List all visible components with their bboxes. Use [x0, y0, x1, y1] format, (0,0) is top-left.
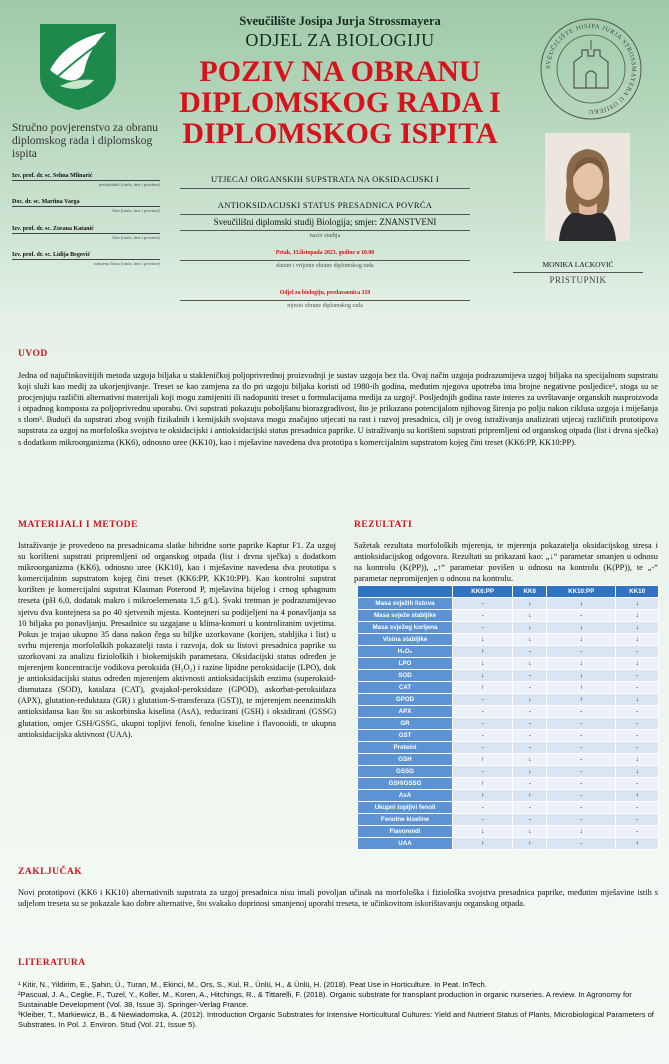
section-heading: ZAKLJUČAK — [18, 867, 83, 877]
row-label: Masa svježih listova — [358, 598, 453, 610]
table-cell: ↓ — [453, 658, 513, 670]
poster-title: POZIV NA OBRANU DIPLOMSKOG RADA I DIPLOMSKOG ISPITA — [179, 55, 501, 150]
row-label: GST — [358, 730, 453, 742]
table-cell: ↓ — [616, 598, 659, 610]
table-row — [358, 790, 659, 802]
table-cell: - — [616, 646, 659, 658]
section-heading: REZULTATI — [354, 520, 413, 530]
row-label: GR — [358, 718, 453, 730]
table-cell: - — [453, 622, 513, 634]
student-photo — [545, 133, 630, 241]
methods-text: Istraživanje je provedeno na presadnicama slatke hibridne sorte paprike Kaptur F1. Za uzgoj su korišteni supstrati pripremljeni od organskog otpada (list i drvna sječka) s dodatkom mikroorganizma (KK6), odnosno uree (KK10), kao i mješavine navedena dva prototipa s komercijalnim supstratom kojeg čini treset (KK6:PP, KK10:PP). Kao kontrolni supstrat korišten je komercijalni supstrat Klasman Poterond P, mješavina bijelog i crnog sphagnum treseta (pH 6,0, dodatak makro i mikroelemenata 1,5 g/L). Svaki tretman je podrazumijevao sjetvu dva kontejnera sa po 40 sjetvenih mjesta. Kontejneri su podijeljeni na 4 ponavljanja sa 10 biljaka po ponavljanju. Presadnice su uzgajane u klima-komori u kontroliranim uvjetima. Pokus je trajao ukupno 35 dana nakon čega su biljke uzorkovane (korijen, stabljika i list) u svrhu mjerenja morfoloških pokazatelji rasta i razvoja, dok su listovi presadnica paprike su uzorkovani za analizu fizioloških i biokemijskih parametara. Oksidacijski status određen je mjerenjem koncentracije vodikova peroksida (H₂O₂) i razine lipidne peroksidacije (LPO), dok je antioksidacijski status određen mjerenjem aktivnosti antioksidacijskih enzima (superoksid-dismutaza (SOD), katalaza (CAT), gvajakol-peroksidaze (GPOD), askorbat-peroksidaza (APX), glutation-reduktaza (GR) i glutation-S-transferaza (GST)), te mjerenjem neenzimskih antioksidansa kao što su askorbinska kiselina (AsA), reducirani (GSH) i oksidirani (GSSG) glutation, omjer GSH/GSSG, ukupni topljivi fenoli, fenolne kiseline i flavonoidi, te ukupna antioksidacijska aktivnost (UAA). — [18, 541, 336, 739]
thesis-title-line: ANTIOKSIDACIJSKI STATUS PRESADNICA POVRĆA — [180, 197, 470, 215]
row-label: APX — [358, 706, 453, 718]
table-cell: - — [616, 706, 659, 718]
row-label: Ukupni topljivi fenoli — [358, 802, 453, 814]
row-label: Masa svježe stabljike — [358, 610, 453, 622]
table-cell: ↓ — [616, 694, 659, 706]
table-cell: ↓ — [453, 634, 513, 646]
conclusion-text: Novi prototipovi (KK6 i KK10) alternativnih supstrata za uzgoj presadnica nisu imali povoljan učinak na morfološka i fiziološka svojstva presadnica paprike, međutim mješavine istih s udjelom treseta su se pokazale kao dobre alternative, što svakako doprinosi smanjenoj uporabi treseta, te učinkovitom iskorištavanju organskog otpada. — [18, 888, 658, 909]
thesis-title — [180, 171, 470, 223]
table-cell: ↑ — [513, 790, 547, 802]
table-cell: - — [513, 646, 547, 658]
section-heading: LITERATURA — [18, 958, 86, 968]
table-row — [358, 766, 659, 778]
table-cell: ↑ — [616, 838, 659, 850]
table-cell: ↑ — [453, 754, 513, 766]
defense-datetime — [180, 250, 470, 269]
university-seal — [538, 16, 644, 122]
committee-title: Stručno povjerenstvo za obranu diplomskog rada i diplomskog ispita — [12, 122, 158, 160]
table-cell: ↑ — [513, 838, 547, 850]
table-cell: - — [453, 694, 513, 706]
table-cell: - — [616, 718, 659, 730]
table-cell: - — [513, 742, 547, 754]
row-label: LPO — [358, 658, 453, 670]
column-header: KK6:PP — [453, 586, 513, 598]
table-cell: - — [513, 802, 547, 814]
table-row — [358, 610, 659, 622]
member-name: Izv. prof. dr. sc. Lidija Begović — [12, 252, 160, 260]
table-cell: - — [453, 766, 513, 778]
row-label: SOD — [358, 670, 453, 682]
row-label: Visina stabljike — [358, 634, 453, 646]
table-row — [358, 706, 659, 718]
table-cell: ↓ — [547, 622, 616, 634]
datetime-hint: datum i vrijeme obrane diplomskog rada — [276, 263, 374, 269]
committee-member — [12, 173, 160, 187]
row-label: H₂O₂ — [358, 646, 453, 658]
table-cell: - — [547, 706, 616, 718]
table-row — [358, 814, 659, 826]
student-name: MONIKA LACKOVIĆ — [513, 260, 643, 273]
table-cell: ↓ — [513, 694, 547, 706]
table-row — [358, 634, 659, 646]
column-header — [358, 586, 453, 598]
intro-text: Jedna od najučinkovitijih metoda uzgoja biljaka u stakleničkoj poljoprivrednoj proizvodnji je sustav uzgoja bez tla. Ovaj način uzgoja podrazumijeva uzgoj biljaka na specijalnom supstratu koji služi kao medij za ukorjenjivanje. Treset se kao zamjena za tlo pri uzgoju biljaka koristi od 1980-ih godina, međutim njegova upotreba ima brojne negativne posljedice¹, stoga su se procjenjuju različiti alternativni materijali koji mogu zamijeniti ili nadopuniti treset u formulacijama medija za uzgoj². Posljednjih godina raste interes za uvrštavanje organskih nusproizvoda i otpadnog komposta za poljoprivrednu uporabu. Ovi supstrati pokazuju poboljšanu biorazgradivost, što je prikazano potencijalom njihovog širenja po polju nakon ciklusa uzgoja i miješanja s tlom³. Budući da supstrati zbog svojih fizikalnih i kemijskih svojstava mogu značajno utjecati na rast i razvoj presadnica, cilj je ovog istraživanja analizirati utjecaj različitih prototipova supstrata za uzgoj na morfološka svojstva te oksidacijski i antioksidacijski status presadnica paprike. U istraživanju su korišteni supstrati pripremljeni od organskog otpada (list i drvna sječka) s dodatkom mikroorganizma (KK6), odnosno uree (KK10), kao i mješavine navedena dva prototipa s komercijalnim supstratom kojeg čini treset (KK6:PP, KK10:PP). — [18, 371, 658, 447]
member-role-hint: član (titula, ime i prezime) — [112, 208, 160, 213]
table-cell: ↓ — [616, 658, 659, 670]
place-value: Odjel za biologiju, predavaonica 319 — [180, 290, 470, 301]
table-cell: - — [616, 814, 659, 826]
table-cell: ↓ — [513, 766, 547, 778]
table-cell: ↓ — [547, 826, 616, 838]
table-row — [358, 826, 659, 838]
reference-item: ³Kleiber, T., Markiewicz, B., & Niewiadomska, A. (2012). Introduction Organic Substrates for Intensive Horticultural Cultures: Yield and Nutrient Status of Plants, Microbiological Parameters of Substrates. In Pol. J. Environ. Stud (Vol. 21, Issue 5). — [18, 1010, 654, 1029]
table-cell: - — [547, 754, 616, 766]
member-role-hint: predsjednik (titula, ime i prezime) — [98, 182, 160, 187]
table-cell: ↑ — [453, 646, 513, 658]
table-cell: - — [513, 670, 547, 682]
table-cell: - — [513, 682, 547, 694]
department-name: ODJEL ZA BIOLOGIJU — [245, 30, 435, 50]
table-cell: - — [513, 778, 547, 790]
results-section — [354, 520, 658, 584]
table-cell: ↑ — [547, 694, 616, 706]
table-row — [358, 730, 659, 742]
table-cell: - — [616, 826, 659, 838]
table-cell: ↓ — [513, 826, 547, 838]
table-cell: - — [513, 730, 547, 742]
table-cell: - — [616, 742, 659, 754]
table-cell: ↓ — [453, 826, 513, 838]
table-cell: ↓ — [616, 634, 659, 646]
table-cell: - — [616, 778, 659, 790]
conclusion-section — [18, 867, 658, 909]
table-cell: - — [547, 814, 616, 826]
intro-section — [18, 349, 658, 448]
svg-text:SVEUČILIŠTE JOSIPA JURJA STROS — [545, 23, 637, 115]
table-row — [358, 838, 659, 850]
member-name: Izv. prof. dr. sc. Selma Mlinarić — [12, 173, 160, 181]
table-row — [358, 682, 659, 694]
table-header-row — [358, 586, 659, 598]
row-label: UAA — [358, 838, 453, 850]
reference-item: ²Pascual, J. A., Ceglie, F., Tuzel, Y., Koller, M., Koren, A., Hitchings, R., & Tittarelli, F. (2018). Organic substrate for transplant production in organic nurseries. A review. In Agronomy for Sustainable Development (Vol. 38, Issue 3). Springer-Verlag France. — [18, 990, 632, 1009]
member-role-hint: zamjena člana (titula, ime i prezime) — [94, 261, 160, 266]
place-hint: mjesto obrane diplomskog rada — [287, 303, 363, 309]
table-cell: - — [616, 682, 659, 694]
methods-section — [18, 520, 336, 740]
row-label: CAT — [358, 682, 453, 694]
reference-item: ¹ Kitir, N., Yildirim, E., Şahin, Ü., Turan, M., Ekinci, M., Ors, S., Kul, R., Ünlü, H., & Ünlü, H. (2018). Peat Use in Horticulture. In Peat. InTech. — [18, 980, 487, 989]
results-table — [357, 585, 659, 850]
table-cell: - — [453, 742, 513, 754]
defense-place — [180, 290, 470, 309]
table-cell: ↓ — [616, 622, 659, 634]
table-row — [358, 718, 659, 730]
table-cell: - — [547, 778, 616, 790]
table-cell: ↓ — [616, 754, 659, 766]
table-row — [358, 802, 659, 814]
table-cell: - — [453, 706, 513, 718]
table-cell: ↓ — [513, 622, 547, 634]
table-cell: - — [616, 730, 659, 742]
table-cell: - — [547, 790, 616, 802]
table-cell: - — [547, 730, 616, 742]
table-cell: ↑ — [453, 838, 513, 850]
row-label: GSH — [358, 754, 453, 766]
table-cell: ↓ — [513, 598, 547, 610]
table-cell: - — [453, 802, 513, 814]
table-cell: - — [547, 802, 616, 814]
table-cell: - — [547, 718, 616, 730]
column-header: KK10:PP — [547, 586, 616, 598]
table-cell: ↓ — [513, 634, 547, 646]
study-program — [180, 217, 470, 239]
row-label: Flavonoidi — [358, 826, 453, 838]
committee-member — [12, 252, 160, 266]
table-row — [358, 598, 659, 610]
table-cell: - — [453, 610, 513, 622]
table-cell: - — [453, 814, 513, 826]
reference-list — [18, 980, 658, 1030]
table-cell: ↓ — [453, 670, 513, 682]
table-cell: ↑ — [453, 778, 513, 790]
student-role: PRISTUPNIK — [549, 275, 607, 285]
member-name: Doc. dr. sc. Martina Varga — [12, 199, 160, 207]
row-label: GSSG — [358, 766, 453, 778]
table-row — [358, 754, 659, 766]
committee-member — [12, 226, 160, 240]
table-cell: ↑ — [453, 682, 513, 694]
table-row — [358, 670, 659, 682]
table-row — [358, 742, 659, 754]
table-cell: - — [513, 814, 547, 826]
column-header: KK6 — [513, 586, 547, 598]
seal-text: SVEUČILIŠTE JOSIPA JURJA STROSSMAYERA U OSIJEKU — [544, 22, 638, 116]
university-name: Sveučilište Josipa Jurja Strossmayera — [239, 14, 441, 28]
study-name: Sveučilišni diplomski studij Biologija; smjer: ZNANSTVENI — [180, 217, 470, 231]
table-cell: ↓ — [513, 658, 547, 670]
table-cell: - — [616, 670, 659, 682]
table-cell: ↑ — [616, 790, 659, 802]
department-logo — [36, 20, 120, 112]
table-row — [358, 658, 659, 670]
results-text: Sažetak rezultata morfoloških mjerenja, te mjerenja pokazatelja oksidacijskog stresa i antioksidacijskog odgovora. Rezultati su prikazani kao: „↓“ parametar smanjen u odnosu na kontrolu (K(PP)), „↑“ parametar povišen u odnosu na kontrolu (K(PP)), te „-“ parametar nepromijenjen u odnosu na kontrolu. — [354, 541, 658, 584]
study-hint: naziv studija — [309, 233, 341, 239]
table-cell: - — [453, 718, 513, 730]
member-name: Izv. prof. dr. sc. Zorana Katanić — [12, 226, 160, 234]
student-block — [513, 260, 643, 285]
section-heading: UVOD — [18, 349, 48, 359]
row-label: GPOD — [358, 694, 453, 706]
table-cell: ↓ — [513, 754, 547, 766]
section-heading: MATERIJALI I METODE — [18, 520, 138, 530]
table-cell: - — [547, 742, 616, 754]
table-cell: - — [547, 610, 616, 622]
table-cell: ↑ — [547, 682, 616, 694]
table-cell: ↓ — [513, 610, 547, 622]
table-cell: - — [453, 598, 513, 610]
table-cell: ↓ — [547, 598, 616, 610]
table-cell: - — [453, 730, 513, 742]
literature-section — [18, 958, 658, 1030]
table-cell: - — [513, 718, 547, 730]
table-cell: ↑ — [453, 790, 513, 802]
table-cell: - — [547, 646, 616, 658]
table-row — [358, 778, 659, 790]
table-cell: ↓ — [616, 766, 659, 778]
table-cell: ↓ — [616, 610, 659, 622]
row-label: AsA — [358, 790, 453, 802]
table-row — [358, 622, 659, 634]
table-row — [358, 646, 659, 658]
committee-member — [12, 199, 160, 213]
table-cell: ↓ — [547, 634, 616, 646]
thesis-title-line: UTJECAJ ORGANSKIH SUPSTRATA NA OKSIDACIJSKI I — [180, 171, 470, 189]
table-row — [358, 694, 659, 706]
datetime-value: Petak, 13.listopada 2023. godine u 10.00 — [180, 250, 470, 261]
row-label: Proteini — [358, 742, 453, 754]
column-header: KK10 — [616, 586, 659, 598]
member-role-hint: član (titula, ime i prezime) — [112, 235, 160, 240]
row-label: Fenolne kiseline — [358, 814, 453, 826]
table-cell: - — [547, 838, 616, 850]
table-cell: ↓ — [547, 670, 616, 682]
row-label: Masa svježeg korijena — [358, 622, 453, 634]
table-cell: - — [616, 802, 659, 814]
table-cell: - — [547, 766, 616, 778]
table-cell: ↓ — [547, 658, 616, 670]
table-cell: - — [513, 706, 547, 718]
row-label: GSH/GSSG — [358, 778, 453, 790]
